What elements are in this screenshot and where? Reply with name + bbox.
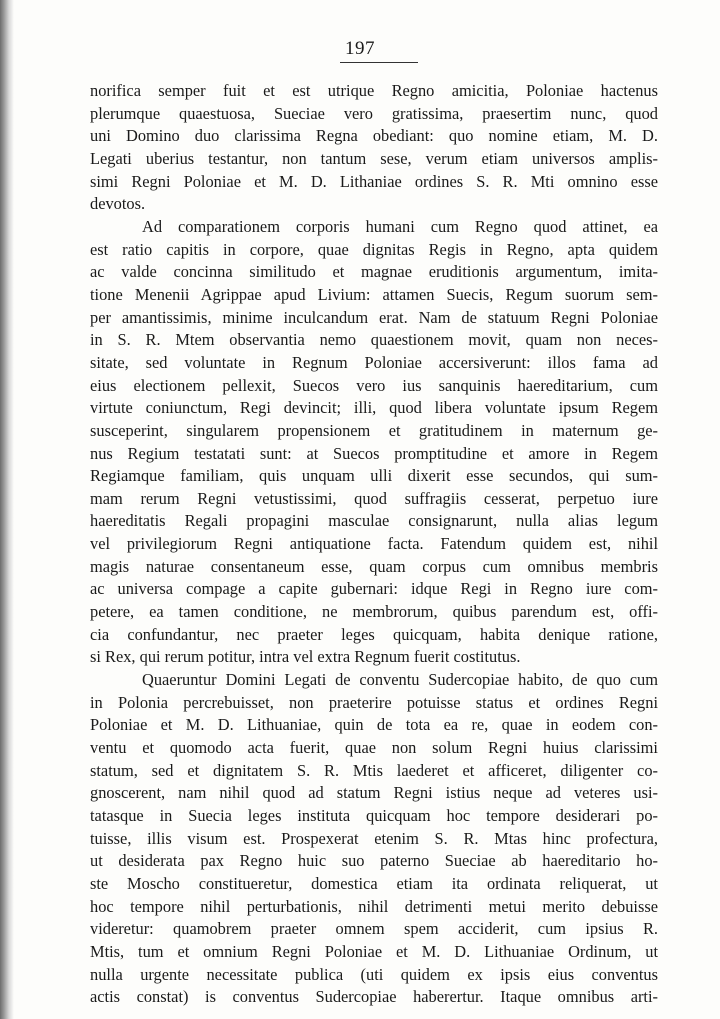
text-line: tione Menenii Agrippae apud Livium: attamen Suecis, Regum suorum sem- [90,284,658,304]
text-line: cia confundantur, nec praeter leges quicquam, habita denique ratione, [90,624,658,644]
text-line: uni Domino duo clarissima Regna obediant: quo nomine etiam, M. D. [90,126,658,146]
text-line: tuisse, illis visum est. Prospexerat etenim S. R. Mtas hinc profectura, [90,828,658,848]
text-line: norifica semper fuit et est utrique Regno amicitia, Poloniae hactenus [90,81,658,100]
text-line: susceperint, singularem propensionem et gratitudinem in maternum ge- [90,420,658,440]
page-binding-shadow [0,0,14,1019]
text-line: nulla urgente necessitate publica (uti quidem ex ipsis eius conventus [90,964,658,984]
text-line: in S. R. Mtem observantia nemo quaestionem movit, quam non neces- [90,330,658,350]
text-line: magis naturae consentaneum esse, quam corpus cum omnibus membris [90,556,658,576]
page-number: 197 [345,38,375,59]
paragraph-first-line: Ad comparationem corporis humani cum Regno quod attinet, ea [142,216,658,236]
text-line: per amantissimis, minime inculcandum erat. Nam de statuum Regni Poloniae [90,307,658,327]
body-text [90,80,658,1009]
text-line: ut desiderata pax Regno huic suo paterno Sueciae ab haereditario ho- [90,851,658,871]
text-line: devotos. [90,194,146,214]
text-line: videretur: quamobrem praeter omnem spem acciderit, cum ipsius R. [90,919,658,939]
text-line: sitate, sed voluntate in Regnum Poloniae accersiverunt: illos fama ad [90,352,658,372]
text-line: simi Regni Poloniae et M. D. Lithaniae ordines S. R. Mti omnino esse [90,171,658,191]
text-line: gnoscerent, nam nihil quod ad statum Regni istius neque ad veteres usi- [90,783,658,803]
text-line: virtute coniunctum, Regi devincit; illi, quod libera voluntate ipsum Regem [90,398,658,418]
text-line: nus Regium testatati sunt: at Suecos promptitudine et amore in Regem [90,443,658,463]
text-line: ste Moscho constitueretur, domestica etiam ita ordinata reliquerat, ut [90,873,658,893]
page-number-underline [340,62,418,63]
text-line: Poloniae et M. D. Lithuaniae, quin de tota ea re, quae in eodem con- [90,715,658,735]
text-line: in Polonia percrebuisset, non praeterire potuisse status et ordines Regni [90,692,658,712]
text-line: actis constat) is conventus Sudercopiae haberertur. Itaque omnibus arti- [90,987,658,1007]
text-line: vel privilegiorum Regni antiquatione facta. Fatendum quidem est, nihil [90,534,658,554]
text-line: tatasque in Suecia leges instituta quicquam hoc tempore desiderari po- [90,806,658,825]
text-line: si Rex, qui rerum potitur, intra vel extra Regnum fuerit costitutus. [90,647,521,667]
text-line: plerumque quaestuosa, Sueciae vero gratissima, praesertim nunc, quod [90,103,658,123]
text-line: statum, sed et dignitatem S. R. Mtis laederet et afficeret, diligenter co- [90,760,658,780]
text-line: Mtis, tum et omnium Regni Poloniae et M. D. Lithuaniae Ordinum, ut [90,941,658,961]
text-line: est ratio capitis in corpore, quae dignitas Regis in Regno, apta quidem [90,239,658,259]
text-line: mam rerum Regni vetustissimi, quod suffragiis cesserat, perpetuo iure [90,488,658,508]
text-line: haereditatis Regali propagini masculae consignarunt, nulla alias legum [90,511,658,531]
paragraph-first-line: Quaeruntur Domini Legati de conventu Sudercopiae habito, de quo cum [142,670,658,690]
text-line: petere, ea tamen conditione, ne membrorum, quibus parendum est, offi- [90,602,658,622]
text-line: ac universa compage a capite gubernari: idque Regi in Regno iure com- [90,579,658,599]
text-line: hoc tempore nihil perturbationis, nihil detrimenti metui merito debuisse [90,896,658,916]
text-line: Legati uberius testantur, non tantum sese, verum etiam universos amplis- [90,148,658,168]
text-line: eius electionem pellexit, Suecos vero ius sanquinis haereditarium, cum [90,375,658,395]
text-line: Regiamque familiam, quis unquam ulli dixerit esse secundos, qui sum- [90,466,658,486]
text-line: ventu et quomodo acta fuerit, quae non solum Regni huius clarissimi [90,738,658,758]
text-line: ac valde concinna similitudo et magnae eruditionis argumentum, imita- [90,262,658,282]
